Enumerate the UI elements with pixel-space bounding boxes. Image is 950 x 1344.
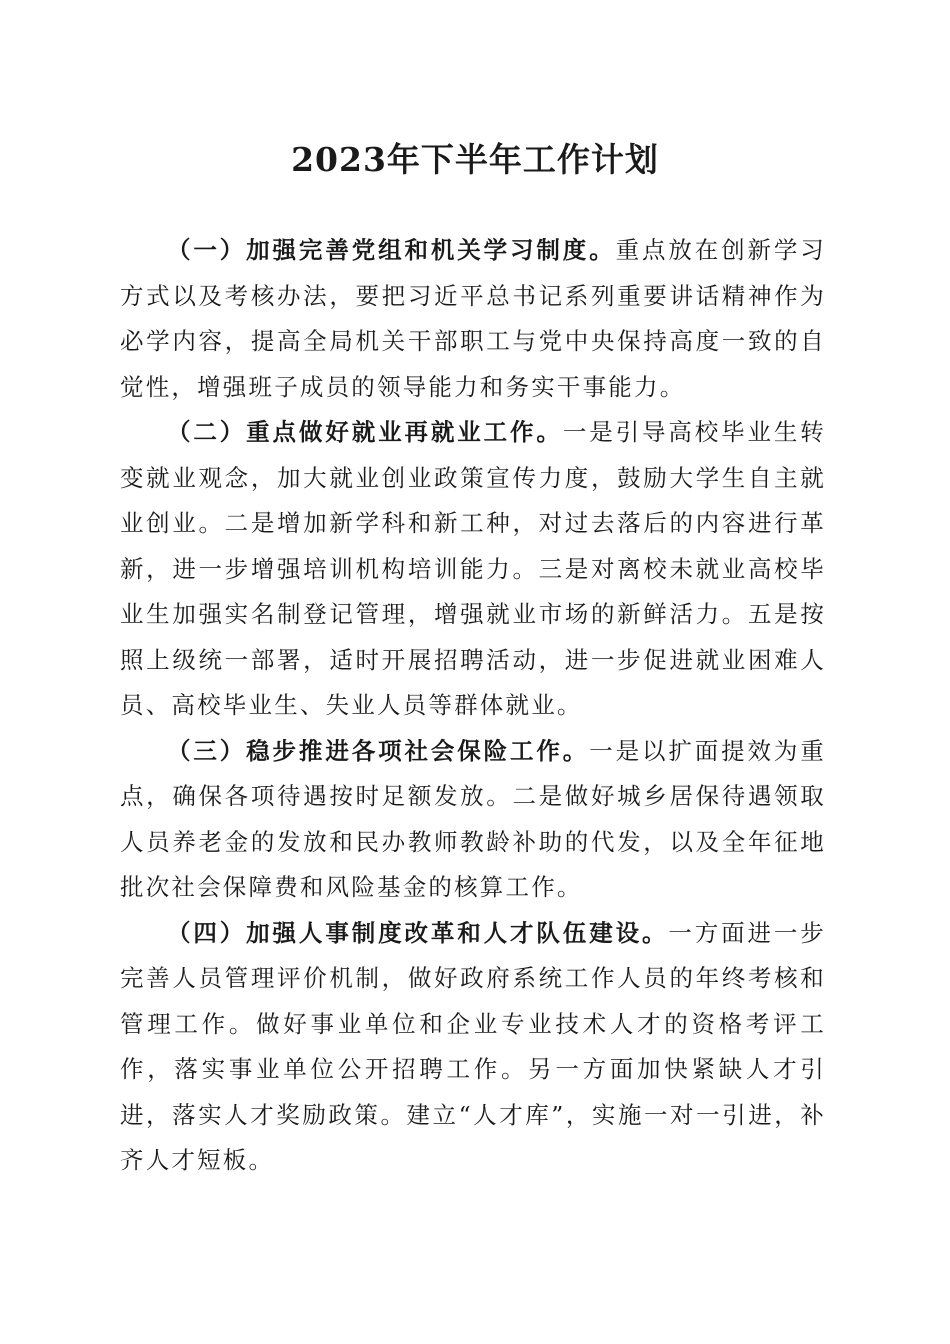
section-body-1: 重点放在创新学习方式以及考核办法，要把习近平总书记系列重要讲话精神作为必学内容，提高全局机关干部职工与党中央保持高度一致的自觉性，增强班子成员的领导能力和务实干事能力。	[120, 236, 826, 401]
section-paragraph-1	[120, 228, 826, 410]
section-paragraph-2	[120, 410, 826, 729]
section-heading-3: （三）稳步推进各项社会保险工作。	[167, 736, 590, 765]
section-heading-2: （二）重点做好就业再就业工作。	[167, 418, 563, 446]
document-body	[120, 228, 826, 1184]
section-paragraph-3	[120, 729, 826, 911]
section-paragraph-4	[120, 911, 826, 1184]
section-body-2: 一是引导高校毕业生转变就业观念，加大就业创业政策宣传力度，鼓励大学生自主就业创业。二是增加新学科和新工种，对过去落后的内容进行革新，进一步增强培训机构培训能力。三是对离校未就业高校毕业生加强实名制登记管理，增强就业市场的新鲜活力。五是按照上级统一部署，适时开展招聘活动，进一步促进就业困难人员、高校毕业生、失业人员等群体就业。	[120, 418, 826, 719]
section-heading-1: （一）加强完善党组和机关学习制度。	[167, 236, 616, 264]
document-title: 2023年下半年工作计划	[291, 140, 659, 179]
section-body-3: 一是以扩面提效为重点，确保各项待遇按时足额发放。二是做好城乡居保待遇领取人员养老金的发放和民办教师教龄补助的代发，以及全年征地批次社会保障费和风险基金的核算工作。	[120, 736, 826, 901]
section-body-4: 一方面进一步完善人员管理评价机制，做好政府系统工作人员的年终考核和管理工作。做好事业单位和企业专业技术人才的资格考评工作，落实事业单位公开招聘工作。另一方面加快紧缺人才引进，落实人才奖励政策。建立“人才库”，实施一对一引进，补齐人才短板。	[120, 918, 826, 1174]
section-heading-4: （四）加强人事制度改革和人才队伍建设。	[167, 918, 669, 947]
